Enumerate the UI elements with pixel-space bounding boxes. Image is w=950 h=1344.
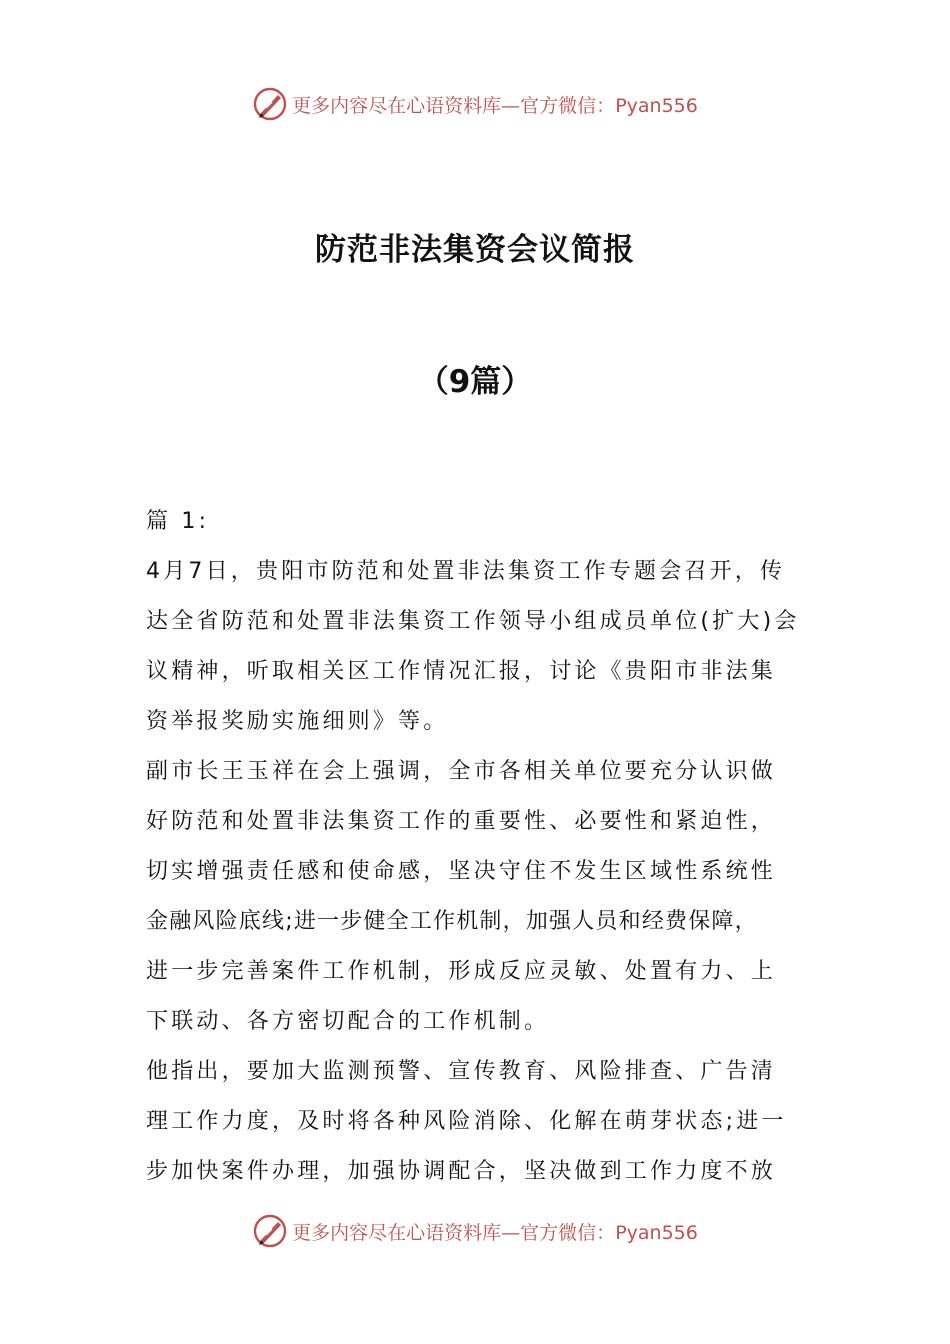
body-line: 达全省防范和处置非法集资工作领导小组成员单位(扩大)会 — [146, 609, 800, 634]
body-line: 下联动、各方密切配合的工作机制。 — [146, 1009, 550, 1034]
body-line: 他指出，要加大监测预警、宣传教育、风险排查、广告清 — [146, 1059, 777, 1084]
body-line: 金融风险底线;进一步健全工作机制，加强人员和经费保障， — [146, 909, 758, 934]
section-label: 篇 1: — [146, 509, 210, 534]
body-line: 步加快案件办理，加强协调配合，坚决做到工作力度不放 — [146, 1159, 777, 1184]
body-line: 切实增强责任感和使命感，坚决守住不发生区域性系统性 — [146, 859, 777, 884]
document-subtitle: （9篇） — [417, 364, 533, 400]
footer-banner — [0, 1211, 950, 1251]
body-line: 副市长王玉祥在会上强调，全市各相关单位要充分认识做 — [146, 759, 777, 784]
quill-logo-icon — [252, 86, 288, 122]
document-title: 防范非法集资会议简报 — [315, 232, 635, 268]
footer-banner-text: 更多内容尽在心语资料库—官方微信：Pyan556 — [292, 1221, 698, 1244]
body-line: 议精神，听取相关区工作情况汇报，讨论《贵阳市非法集 — [146, 659, 777, 684]
document-body — [146, 497, 816, 1197]
header-banner — [0, 84, 950, 124]
header-banner-text: 更多内容尽在心语资料库—官方微信：Pyan556 — [292, 94, 698, 117]
body-line: 资举报奖励实施细则》等。 — [146, 709, 449, 734]
body-line: 进一步完善案件工作机制，形成反应灵敏、处置有力、上 — [146, 959, 777, 984]
quill-logo-icon — [252, 1213, 288, 1249]
body-line: 好防范和处置非法集资工作的重要性、必要性和紧迫性， — [146, 809, 777, 834]
body-line: 4月7日，贵阳市防范和处置非法集资工作专题会召开，传 — [146, 559, 786, 584]
body-line: 理工作力度，及时将各种风险消除、化解在萌芽状态;进一 — [146, 1109, 787, 1134]
